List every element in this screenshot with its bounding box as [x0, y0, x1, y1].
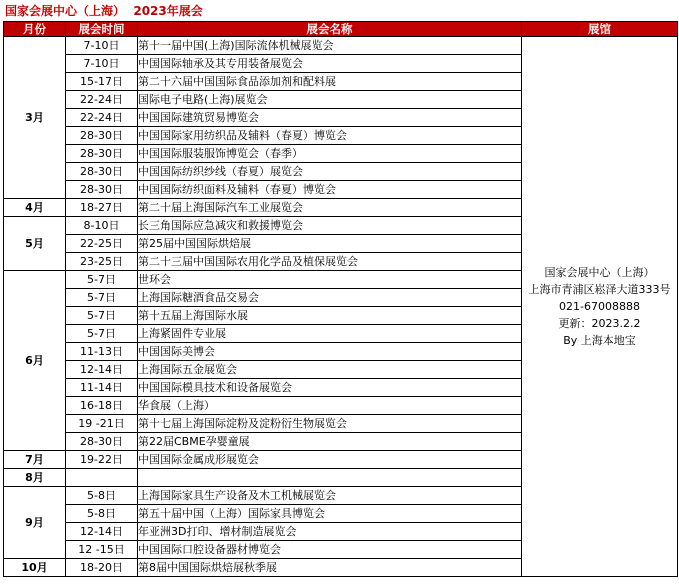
event-date-cell: 23-25日	[66, 253, 138, 271]
event-date-cell: 5-8日	[66, 487, 138, 505]
event-date-cell: 22-24日	[66, 91, 138, 109]
event-name-cell: 中国国际金属成形展览会	[138, 451, 522, 469]
event-name-cell: 第8届中国国际烘焙展秋季展	[138, 559, 522, 577]
event-date-cell: 5-7日	[66, 307, 138, 325]
event-date-cell: 11-14日	[66, 379, 138, 397]
event-date-cell: 19-22日	[66, 451, 138, 469]
event-date-cell: 22-24日	[66, 109, 138, 127]
event-date-cell: 12-14日	[66, 361, 138, 379]
month-cell: 5月	[4, 217, 66, 271]
event-name-cell: 长三角国际应急减灾和救援博览会	[138, 217, 522, 235]
month-cell: 4月	[4, 199, 66, 217]
event-date-cell: 28-30日	[66, 145, 138, 163]
event-date-cell: 5-7日	[66, 289, 138, 307]
event-name-cell: 中国国际服装服饰博览会（春季）	[138, 145, 522, 163]
event-date-cell: 22-25日	[66, 235, 138, 253]
event-name-cell: 第十一届中国(上海)国际流体机械展览会	[138, 37, 522, 55]
column-header-name: 展会名称	[138, 22, 522, 37]
event-name-cell: 第五十届中国（上海）国际家具博览会	[138, 505, 522, 523]
venue-info-line: 国家会展中心（上海）	[544, 266, 655, 279]
event-date-cell: 18-20日	[66, 559, 138, 577]
event-name-cell: 国际电子电路(上海)展览会	[138, 91, 522, 109]
event-name-cell: 第十七届上海国际淀粉及淀粉衍生物展览会	[138, 415, 522, 433]
event-date-cell: 12 -15日	[66, 541, 138, 559]
venue-info-line: 上海市青浦区崧泽大道333号	[528, 283, 671, 296]
event-date-cell: 15-17日	[66, 73, 138, 91]
event-date-cell: 28-30日	[66, 163, 138, 181]
event-name-cell: 中国国际口腔设备器材博览会	[138, 541, 522, 559]
exhibition-schedule-table	[3, 21, 678, 577]
event-date-cell: 28-30日	[66, 127, 138, 145]
month-cell: 3月	[4, 37, 66, 199]
page-title: 国家会展中心（上海） 2023年展会	[5, 4, 203, 18]
event-name-cell: 上海国际糖酒食品交易会	[138, 289, 522, 307]
event-name-cell: 第十五届上海国际水展	[138, 307, 522, 325]
event-date-cell: 18-27日	[66, 199, 138, 217]
event-name-cell: 年亚洲3D打印、增材制造展览会	[138, 523, 522, 541]
event-name-cell: 中国国际模具技术和设备展览会	[138, 379, 522, 397]
event-name-cell: 第25届中国国际烘焙展	[138, 235, 522, 253]
event-date-cell	[66, 469, 138, 487]
event-name-cell: 中国国际轴承及其专用装备展览会	[138, 55, 522, 73]
event-date-cell: 16-18日	[66, 397, 138, 415]
event-name-cell: 中国国际美博会	[138, 343, 522, 361]
event-name-cell: 第二十三届中国国际农用化学品及植保展览会	[138, 253, 522, 271]
event-name-cell: 第22届CBME孕婴童展	[138, 433, 522, 451]
event-name-cell: 上海紧固件专业展	[138, 325, 522, 343]
event-name-cell: 上海国际家具生产设备及木工机械展览会	[138, 487, 522, 505]
event-name-cell: 中国国际建筑贸易博览会	[138, 109, 522, 127]
table-header-row	[4, 22, 678, 37]
event-date-cell: 7-10日	[66, 37, 138, 55]
event-date-cell: 28-30日	[66, 433, 138, 451]
month-cell: 7月	[4, 451, 66, 469]
event-name-cell: 华食展（上海）	[138, 397, 522, 415]
event-date-cell: 8-10日	[66, 217, 138, 235]
event-date-cell: 7-10日	[66, 55, 138, 73]
column-header-venue: 展馆	[522, 22, 678, 37]
event-date-cell: 5-7日	[66, 325, 138, 343]
month-cell: 8月	[4, 469, 66, 487]
event-name-cell: 第二十六届中国国际食品添加剂和配料展	[138, 73, 522, 91]
event-date-cell: 5-8日	[66, 505, 138, 523]
month-cell: 10月	[4, 559, 66, 577]
venue-info-line: 021-67008888	[559, 300, 640, 313]
month-cell: 6月	[4, 271, 66, 451]
event-name-cell: 第二十届上海国际汽车工业展览会	[138, 199, 522, 217]
month-cell: 9月	[4, 487, 66, 559]
venue-info-cell	[522, 37, 678, 577]
venue-info-line: By 上海本地宝	[563, 334, 636, 347]
event-date-cell: 28-30日	[66, 181, 138, 199]
event-name-cell: 中国国际纺织纱线（春夏）展览会	[138, 163, 522, 181]
event-name-cell: 中国国际纺织面料及辅料（春夏）博览会	[138, 181, 522, 199]
event-name-cell: 上海国际五金展览会	[138, 361, 522, 379]
column-header-month: 月份	[4, 22, 66, 37]
table-body	[4, 37, 678, 577]
event-date-cell: 11-13日	[66, 343, 138, 361]
event-date-cell: 19 -21日	[66, 415, 138, 433]
event-name-cell	[138, 469, 522, 487]
event-date-cell: 12-14日	[66, 523, 138, 541]
event-name-cell: 中国国际家用纺织品及辅料（春夏）博览会	[138, 127, 522, 145]
event-date-cell: 5-7日	[66, 271, 138, 289]
venue-info-line: 更新：2023.2.2	[558, 317, 641, 330]
table-row	[4, 37, 678, 55]
event-name-cell: 世环会	[138, 271, 522, 289]
column-header-date: 展会时间	[66, 22, 138, 37]
